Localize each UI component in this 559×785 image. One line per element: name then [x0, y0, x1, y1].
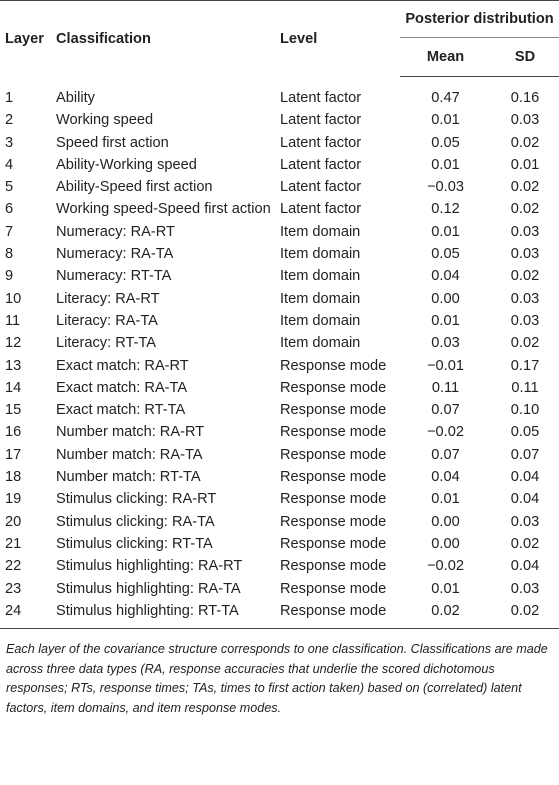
- header-posterior-distribution: Posterior distribution: [400, 1, 559, 38]
- cell-sd: 0.01: [510, 156, 540, 173]
- table-row: [0, 444, 559, 466]
- table-header: [0, 1, 559, 77]
- cell-level: Item domain: [280, 290, 361, 307]
- header-layer: Layer: [0, 1, 50, 77]
- cell-mean: 0.00: [431, 290, 460, 307]
- cell-sd: 0.03: [510, 312, 540, 329]
- table-row: [0, 243, 559, 265]
- cell-level: Item domain: [280, 223, 361, 240]
- cell-mean: 0.00: [431, 513, 460, 530]
- table-row: [0, 355, 559, 377]
- table-row: [0, 466, 559, 488]
- cell-mean: 0.03: [431, 335, 460, 352]
- cell-level: Response mode: [280, 469, 387, 486]
- cell-mean: 0.05: [431, 134, 460, 151]
- header-mean: Mean: [400, 38, 491, 77]
- cell-level: Response mode: [280, 379, 387, 396]
- cell-classification: Exact match: RT-TA: [56, 402, 186, 419]
- cell-mean: 0.05: [431, 246, 460, 263]
- cell-layer: 9: [5, 268, 14, 285]
- cell-sd: 0.03: [510, 246, 540, 263]
- cell-level: Response mode: [280, 424, 387, 441]
- cell-sd: 0.11: [511, 379, 539, 396]
- table-row: [0, 488, 559, 510]
- cell-layer: 16: [5, 424, 22, 441]
- cell-classification: Stimulus highlighting: RA-TA: [56, 580, 241, 597]
- cell-classification: Numeracy: RT-TA: [56, 268, 172, 285]
- cell-classification: Working speed: [56, 112, 154, 129]
- cell-classification: Number match: RA-TA: [56, 446, 203, 463]
- table-row: [0, 600, 559, 629]
- cell-level: Item domain: [280, 312, 361, 329]
- cell-level: Item domain: [280, 335, 361, 352]
- cell-sd: 0.07: [510, 446, 540, 463]
- cell-classification: Exact match: RA-RT: [56, 357, 189, 374]
- cell-classification: Stimulus highlighting: RA-RT: [56, 558, 243, 575]
- table-row: [0, 198, 559, 220]
- cell-mean: 0.01: [431, 156, 460, 173]
- cell-layer: 15: [5, 402, 22, 419]
- cell-mean: 0.04: [431, 469, 460, 486]
- cell-classification: Numeracy: RA-TA: [56, 246, 174, 263]
- cell-mean: 0.47: [431, 90, 460, 106]
- table-row: [0, 310, 559, 332]
- cell-sd: 0.02: [491, 600, 559, 629]
- table-row: [0, 399, 559, 421]
- cell-level: Latent factor: [280, 134, 362, 151]
- cell-level: Latent factor: [280, 112, 362, 129]
- cell-classification: Literacy: RT-TA: [56, 335, 157, 352]
- cell-classification: Ability-Working speed: [56, 156, 197, 173]
- cell-sd: 0.04: [510, 491, 540, 508]
- cell-mean: 0.04: [431, 268, 460, 285]
- cell-mean: 0.11: [431, 379, 460, 396]
- cell-sd: 0.03: [510, 290, 540, 307]
- table-row: [0, 533, 559, 555]
- cell-classification: Literacy: RA-RT: [56, 290, 160, 307]
- cell-mean: 0.01: [431, 112, 460, 129]
- table-row: [0, 288, 559, 310]
- cell-layer: 11: [5, 312, 21, 329]
- cell-level: Response mode: [280, 558, 387, 575]
- cell-level: Response mode: [280, 535, 387, 552]
- cell-classification: Exact match: RA-TA: [56, 379, 188, 396]
- table-row: [0, 377, 559, 399]
- cell-layer: 3: [5, 134, 14, 151]
- table-row: [0, 154, 559, 176]
- cell-layer: 1: [5, 89, 14, 106]
- table-row: [0, 578, 559, 600]
- cell-layer: 4: [5, 156, 14, 173]
- cell-layer: 17: [5, 446, 22, 463]
- cell-sd: 0.05: [510, 424, 540, 441]
- cell-mean: 0.01: [431, 223, 460, 240]
- table-row: [0, 421, 559, 443]
- cell-level: Response mode: [280, 357, 387, 374]
- cell-classification: Stimulus clicking: RT-TA: [56, 535, 213, 552]
- cell-layer: 13: [5, 357, 22, 374]
- cell-sd: 0.02: [510, 268, 540, 285]
- cell-mean: −0.03: [427, 179, 464, 196]
- table-row: [0, 132, 559, 154]
- cell-level: Item domain: [280, 268, 361, 285]
- table-footnote: Each layer of the covariance structure corresponds to one classification. Classifications are made across three data types (RA, response accuracies that underlie the scored dichotomous responses; RTs, response times; TAs, times to first action taken) based on (correlated) latent factors, item domains, and item response modes.: [6, 642, 548, 715]
- cell-level: Item domain: [280, 246, 361, 263]
- cell-classification: Ability: [56, 89, 95, 106]
- cell-level: Response mode: [280, 491, 387, 508]
- table-row: [0, 221, 559, 243]
- table-row: [0, 511, 559, 533]
- cell-level: Response mode: [280, 402, 387, 419]
- cell-mean: −0.02: [427, 424, 464, 441]
- cell-mean: 0.02: [400, 600, 491, 629]
- cell-sd: 0.02: [510, 335, 540, 352]
- cell-sd: 0.10: [510, 402, 540, 419]
- cell-classification: Number match: RT-TA: [56, 469, 201, 486]
- cell-classification: Stimulus highlighting: RT-TA: [50, 600, 280, 629]
- cell-sd: 0.02: [510, 134, 540, 151]
- cell-classification: Literacy: RA-TA: [56, 312, 158, 329]
- cell-sd: 0.02: [510, 179, 540, 196]
- cell-sd: 0.16: [510, 90, 540, 106]
- header-sd: SD: [491, 38, 559, 77]
- cell-mean: 0.00: [431, 535, 460, 552]
- table-row: [0, 109, 559, 131]
- cell-sd: 0.03: [510, 112, 540, 129]
- cell-classification: Working speed-Speed first action: [56, 201, 271, 218]
- cell-level: Response mode: [280, 513, 387, 530]
- cell-mean: 0.01: [431, 312, 460, 329]
- cell-layer: 22: [5, 558, 22, 575]
- cell-sd: 0.02: [510, 535, 540, 552]
- cell-mean: −0.01: [427, 357, 464, 374]
- cell-sd: 0.03: [510, 513, 540, 530]
- table-row: [0, 265, 559, 287]
- cell-mean: −0.02: [427, 558, 464, 575]
- cell-layer: 24: [0, 600, 50, 629]
- table-row: [0, 77, 559, 110]
- cell-sd: 0.03: [510, 223, 540, 240]
- cell-layer: 12: [5, 335, 22, 352]
- cell-classification: Speed first action: [56, 134, 169, 151]
- header-classification: Classification: [50, 1, 280, 77]
- cell-sd: 0.04: [510, 469, 540, 486]
- cell-level: Response mode: [280, 580, 387, 597]
- cell-sd: 0.03: [510, 580, 540, 597]
- cell-mean: 0.01: [431, 580, 460, 597]
- cell-classification: Number match: RA-RT: [56, 424, 205, 441]
- table-row: [0, 555, 559, 577]
- cell-level: Latent factor: [280, 179, 362, 196]
- cell-mean: 0.12: [431, 201, 460, 218]
- cell-classification: Stimulus clicking: RA-RT: [56, 491, 217, 508]
- header-level: Level: [280, 1, 400, 77]
- table-body: [0, 77, 559, 629]
- cell-layer: 7: [5, 223, 14, 240]
- table-row: [0, 332, 559, 354]
- cell-classification: Numeracy: RA-RT: [56, 223, 175, 240]
- cell-level: Latent factor: [280, 89, 362, 106]
- cell-sd: 0.04: [510, 558, 540, 575]
- cell-layer: 10: [5, 290, 22, 307]
- cell-layer: 23: [5, 580, 22, 597]
- cell-layer: 20: [5, 513, 22, 530]
- cell-layer: 18: [5, 469, 22, 486]
- cell-level: Latent factor: [280, 156, 362, 173]
- cell-sd: 0.02: [510, 201, 540, 218]
- cell-mean: 0.07: [431, 446, 460, 463]
- cell-sd: 0.17: [510, 357, 540, 374]
- cell-layer: 19: [5, 491, 22, 508]
- cell-layer: 14: [5, 379, 22, 396]
- cell-layer: 2: [5, 112, 14, 129]
- cell-mean: 0.01: [431, 491, 460, 508]
- cell-classification: Stimulus clicking: RA-TA: [56, 513, 215, 530]
- cell-layer: 6: [5, 201, 14, 218]
- cell-level: Response mode: [280, 446, 387, 463]
- cell-mean: 0.07: [431, 402, 460, 419]
- cell-layer: 5: [5, 179, 14, 196]
- table-row: [0, 176, 559, 198]
- cell-classification: Ability-Speed first action: [56, 179, 213, 196]
- cell-level: Response mode: [280, 600, 400, 629]
- cell-layer: 21: [5, 535, 22, 552]
- cell-level: Latent factor: [280, 201, 362, 218]
- cell-layer: 8: [5, 246, 14, 263]
